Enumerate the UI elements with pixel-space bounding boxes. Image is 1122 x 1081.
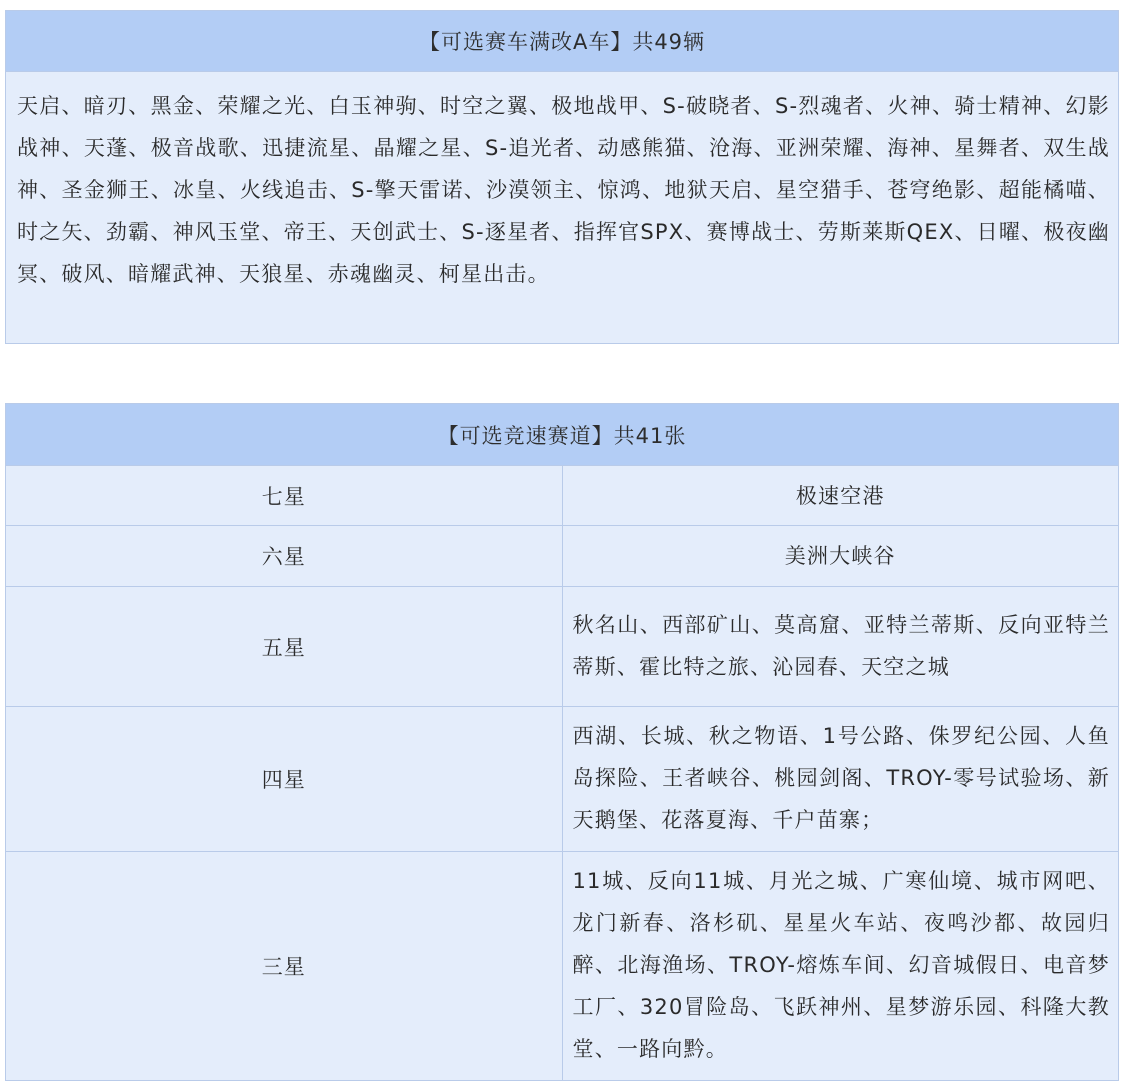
- cars-table: [5, 10, 1119, 344]
- cars-list: 天启、暗刃、黑金、荣耀之光、白玉神驹、时空之翼、极地战甲、S-破晓者、S-烈魂者、火神、骑士精神、幻影战神、天蓬、极音战歌、迅捷流星、晶耀之星、S-追光者、动感熊猫、沧海、亚洲荣耀、海神、星舞者、双生战神、圣金狮王、冰皇、火线追击、S-擎天雷诺、沙漠领主、惊鸿、地狱天启、星空猎手、苍穹绝影、超能橘喵、时之矢、劲霸、神风玉堂、帝王、天创武士、S-逐星者、指挥官SPX、赛博战士、劳斯莱斯QEX、日曜、极夜幽冥、破风、暗耀武神、天狼星、赤魂幽灵、柯星出击。: [6, 72, 1119, 344]
- star-level-6: 六星: [6, 526, 563, 587]
- star-level-7: 七星: [6, 466, 563, 526]
- star-level-3: 三星: [6, 852, 563, 1081]
- track-list-7: 极速空港: [562, 466, 1119, 526]
- track-list-5: 秋名山、西部矿山、莫高窟、亚特兰蒂斯、反向亚特兰蒂斯、霍比特之旅、沁园春、天空之城: [562, 587, 1119, 707]
- table-row: [6, 852, 1119, 1081]
- track-list-3: 11城、反向11城、月光之城、广寒仙境、城市网吧、龙门新春、洛杉矶、星星火车站、夜鸣沙都、故园归醉、北海渔场、TROY-熔炼车间、幻音城假日、电音梦工厂、320冒险岛、飞跃神州、星梦游乐园、科隆大教堂、一路向黔。: [562, 852, 1119, 1081]
- track-list-4: 西湖、长城、秋之物语、1号公路、侏罗纪公园、人鱼岛探险、王者峡谷、桃园剑阁、TROY-零号试验场、新天鹅堡、花落夏海、千户苗寨；: [562, 707, 1119, 852]
- table-row: [6, 587, 1119, 707]
- cars-title: 【可选赛车满改A车】共49辆: [6, 11, 1119, 72]
- table-row: [6, 707, 1119, 852]
- tracks-title: 【可选竞速赛道】共41张: [6, 404, 1119, 466]
- track-list-6: 美洲大峡谷: [562, 526, 1119, 587]
- star-level-4: 四星: [6, 707, 563, 852]
- table-row: [6, 466, 1119, 526]
- table-row: [6, 526, 1119, 587]
- tracks-table: [5, 403, 1119, 1081]
- star-level-5: 五星: [6, 587, 563, 707]
